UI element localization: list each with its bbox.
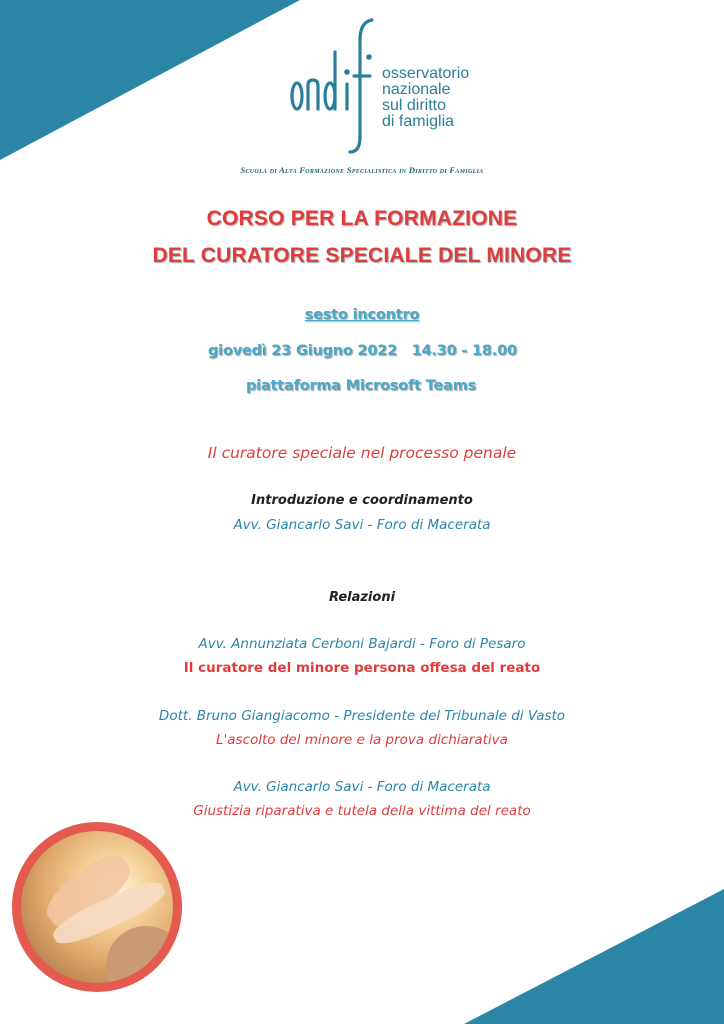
meeting-datetime: giovedì 23 Giugno 2022 14.30 - 18.00 xyxy=(208,343,517,359)
talk-speaker: Avv. Giancarlo Savi - Foro di Macerata xyxy=(233,779,491,795)
talk-title: Giustizia riparativa e tutela della vittima del reato xyxy=(193,803,531,819)
ondif-logo-mark xyxy=(290,12,380,162)
school-subtitle: Scuola di Alta Formazione Specialistica in Diritto di Famiglia xyxy=(240,165,484,175)
child-head-shape xyxy=(106,926,182,992)
talk-speaker: Dott. Bruno Giangiacomo - Presidente del Tribunale di Vasto xyxy=(158,708,566,724)
adult-holding-child-hand-photo xyxy=(12,822,182,992)
meeting-number: sesto incontro xyxy=(304,307,420,323)
reports-label: Relazioni xyxy=(328,590,396,605)
logo-line: osservatorio xyxy=(382,65,470,82)
bottom-right-decorative-triangle xyxy=(464,889,724,1024)
talk-title: Il curatore del minore persona offesa del reato xyxy=(183,660,541,676)
intro-label: Introduzione e coordinamento xyxy=(251,493,473,508)
intro-speaker: Avv. Giancarlo Savi - Foro di Macerata xyxy=(233,517,491,533)
talk-speaker: Avv. Annunziata Cerboni Bajardi - Foro di Pesaro xyxy=(198,636,526,652)
ondif-logo xyxy=(290,12,490,162)
talk-title: L'ascolto del minore e la prova dichiarativa xyxy=(216,732,508,748)
logo-tagline xyxy=(382,66,469,130)
meeting-platform: piattaforma Microsoft Teams xyxy=(246,378,477,394)
session-topic: Il curatore speciale nel processo penale xyxy=(207,444,517,462)
course-title-line-2: DEL CURATORE SPECIALE DEL MINORE xyxy=(152,244,572,267)
logo-line: nazionale xyxy=(382,81,451,98)
top-left-decorative-triangle xyxy=(0,0,300,160)
logo-line: sul diritto xyxy=(382,97,447,114)
logo-line: di famiglia xyxy=(382,113,455,130)
course-title-line-1: CORSO PER LA FORMAZIONE xyxy=(206,207,518,230)
